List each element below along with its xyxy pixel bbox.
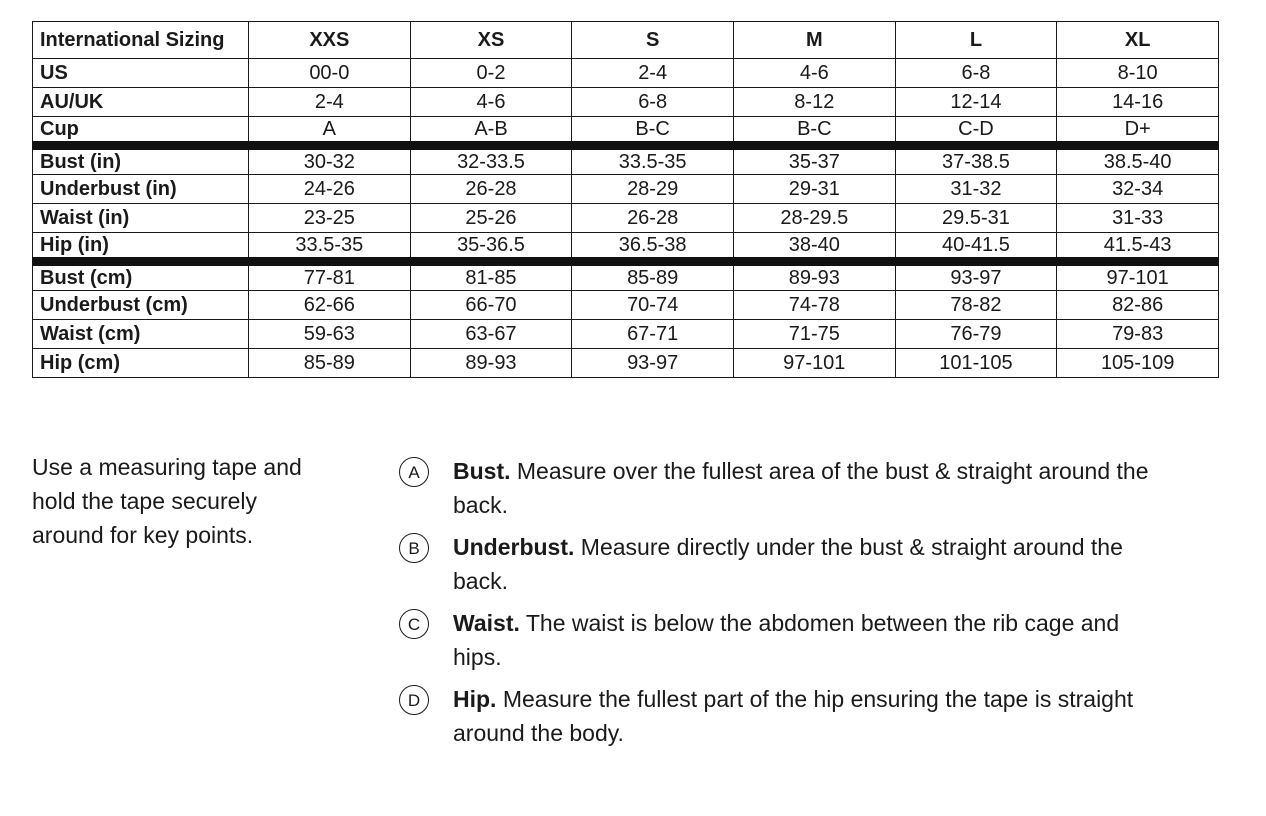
table-cell: 93-97	[572, 349, 734, 378]
row-label: Hip (cm)	[33, 349, 249, 378]
table-cell: 8-12	[733, 88, 895, 117]
table-cell: 29-31	[733, 175, 895, 204]
table-cell: 93-97	[895, 262, 1057, 291]
letter-circle-icon: D	[399, 685, 429, 715]
table-cell: 8-10	[1057, 59, 1219, 88]
size-header: XXS	[249, 22, 411, 59]
table-cell: 32-34	[1057, 175, 1219, 204]
table-cell: 85-89	[249, 349, 411, 378]
table-cell: 74-78	[733, 291, 895, 320]
table-cell: 12-14	[895, 88, 1057, 117]
table-cell: 78-82	[895, 291, 1057, 320]
note-term: Hip.	[453, 686, 497, 712]
table-cell: 41.5-43	[1057, 233, 1219, 262]
table-cell: A	[249, 117, 411, 146]
measurement-note	[398, 530, 1158, 598]
table-cell: 71-75	[733, 320, 895, 349]
note-text: Measure directly under the bust & straight around the back.	[453, 534, 1123, 594]
table-cell: 26-28	[572, 204, 734, 233]
table-cell: 66-70	[410, 291, 572, 320]
measurement-notes	[398, 454, 1158, 758]
table-row	[33, 291, 1219, 320]
table-row	[33, 146, 1219, 175]
row-label: Underbust (cm)	[33, 291, 249, 320]
table-cell: 6-8	[895, 59, 1057, 88]
table-cell: 89-93	[733, 262, 895, 291]
table-cell: 81-85	[410, 262, 572, 291]
table-cell: D+	[1057, 117, 1219, 146]
header-row	[33, 22, 1219, 59]
table-cell: 82-86	[1057, 291, 1219, 320]
table-cell: 37-38.5	[895, 146, 1057, 175]
measuring-intro: Use a measuring tape and hold the tape securely around for key points.	[32, 454, 302, 548]
table-cell: 23-25	[249, 204, 411, 233]
table-cell: B-C	[733, 117, 895, 146]
row-label: AU/UK	[33, 88, 249, 117]
table-cell: 97-101	[1057, 262, 1219, 291]
table-cell: 38-40	[733, 233, 895, 262]
table-cell: 0-2	[410, 59, 572, 88]
letter-circle-icon: B	[399, 533, 429, 563]
table-cell: A-B	[410, 117, 572, 146]
table-cell: 29.5-31	[895, 204, 1057, 233]
table-cell: 33.5-35	[249, 233, 411, 262]
table-cell: 76-79	[895, 320, 1057, 349]
table-row	[33, 262, 1219, 291]
size-header: XS	[410, 22, 572, 59]
table-cell: 35-37	[733, 146, 895, 175]
row-label: Bust (in)	[33, 146, 249, 175]
table-cell: 67-71	[572, 320, 734, 349]
table-cell: 14-16	[1057, 88, 1219, 117]
letter-circle-icon: A	[399, 457, 429, 487]
table-cell: 32-33.5	[410, 146, 572, 175]
table-cell: 62-66	[249, 291, 411, 320]
row-label: Bust (cm)	[33, 262, 249, 291]
measurement-note	[398, 606, 1158, 674]
note-term: Bust.	[453, 458, 511, 484]
table-row	[33, 320, 1219, 349]
table-cell: 35-36.5	[410, 233, 572, 262]
header-label: International Sizing	[33, 22, 249, 59]
table-cell: 31-33	[1057, 204, 1219, 233]
table-cell: 28-29	[572, 175, 734, 204]
table-cell: 101-105	[895, 349, 1057, 378]
table-row	[33, 175, 1219, 204]
table-cell: 24-26	[249, 175, 411, 204]
table-cell: 4-6	[410, 88, 572, 117]
measurement-note	[398, 454, 1158, 522]
table-cell: 2-4	[249, 88, 411, 117]
note-text: Measure over the fullest area of the bust & straight around the back.	[453, 458, 1149, 518]
note-term: Waist.	[453, 610, 520, 636]
size-header: S	[572, 22, 734, 59]
size-chart-body	[33, 22, 1219, 378]
table-row	[33, 88, 1219, 117]
note-text: Measure the fullest part of the hip ensuring the tape is straight around the body.	[453, 686, 1134, 746]
table-cell: 25-26	[410, 204, 572, 233]
table-row	[33, 349, 1219, 378]
table-cell: 30-32	[249, 146, 411, 175]
table-cell: 28-29.5	[733, 204, 895, 233]
table-cell: 70-74	[572, 291, 734, 320]
table-cell: 36.5-38	[572, 233, 734, 262]
size-header: L	[895, 22, 1057, 59]
table-cell: 40-41.5	[895, 233, 1057, 262]
table-cell: 26-28	[410, 175, 572, 204]
table-cell: 85-89	[572, 262, 734, 291]
table-cell: 4-6	[733, 59, 895, 88]
table-cell: 38.5-40	[1057, 146, 1219, 175]
row-label: Waist (in)	[33, 204, 249, 233]
measurement-note	[398, 682, 1158, 750]
table-cell: 6-8	[572, 88, 734, 117]
size-header: XL	[1057, 22, 1219, 59]
table-cell: 105-109	[1057, 349, 1219, 378]
table-cell: 77-81	[249, 262, 411, 291]
table-cell: C-D	[895, 117, 1057, 146]
table-row	[33, 204, 1219, 233]
row-label: Hip (in)	[33, 233, 249, 262]
row-label: US	[33, 59, 249, 88]
size-chart-table	[32, 21, 1219, 378]
table-row	[33, 117, 1219, 146]
table-cell: 63-67	[410, 320, 572, 349]
note-text: The waist is below the abdomen between the rib cage and hips.	[453, 610, 1120, 670]
row-label: Waist (cm)	[33, 320, 249, 349]
table-cell: 00-0	[249, 59, 411, 88]
table-cell: 97-101	[733, 349, 895, 378]
table-cell: B-C	[572, 117, 734, 146]
row-label: Underbust (in)	[33, 175, 249, 204]
table-cell: 79-83	[1057, 320, 1219, 349]
table-cell: 31-32	[895, 175, 1057, 204]
letter-circle-icon: C	[399, 609, 429, 639]
table-row	[33, 59, 1219, 88]
table-cell: 33.5-35	[572, 146, 734, 175]
table-cell: 59-63	[249, 320, 411, 349]
note-term: Underbust.	[453, 534, 575, 560]
table-cell: 89-93	[410, 349, 572, 378]
table-cell: 2-4	[572, 59, 734, 88]
table-row	[33, 233, 1219, 262]
size-header: M	[733, 22, 895, 59]
row-label: Cup	[33, 117, 249, 146]
